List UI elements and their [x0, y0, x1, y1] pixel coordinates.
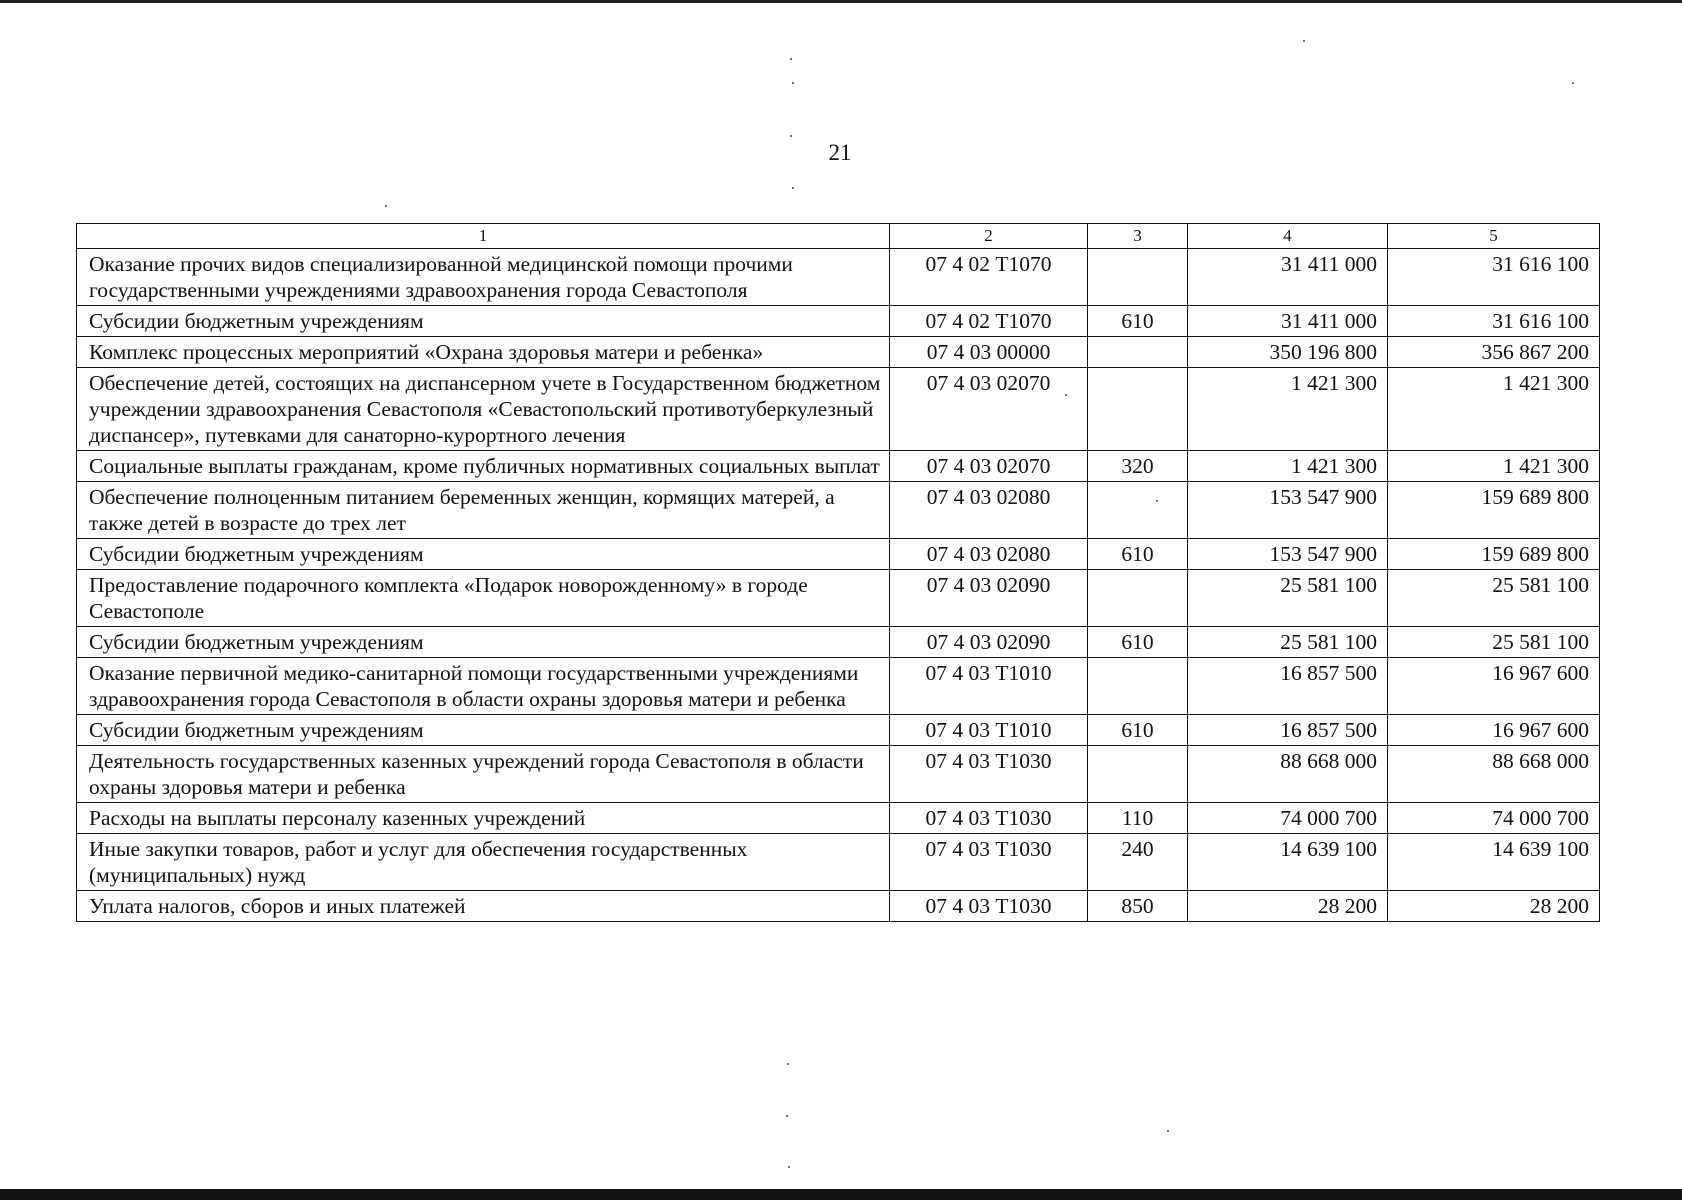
- expense-type-cell: 610: [1088, 306, 1188, 337]
- scan-speck: [385, 205, 387, 207]
- expense-type-cell: 610: [1088, 627, 1188, 658]
- table-row: [77, 746, 1600, 803]
- scan-edge-top: [0, 0, 1682, 3]
- table-row: [77, 368, 1600, 451]
- table-row: [77, 658, 1600, 715]
- target-code-cell: 07 4 03 Т1010: [890, 715, 1088, 746]
- expense-name-cell: Субсидии бюджетным учреждениям: [77, 715, 890, 746]
- expense-name-cell: Предоставление подарочного комплекта «Подарок новорожденному» в городе Севастополе: [77, 570, 890, 627]
- scan-speck: [786, 1115, 788, 1117]
- scan-speck: [790, 135, 792, 137]
- table-row: [77, 715, 1600, 746]
- expense-type-cell: 240: [1088, 834, 1188, 891]
- table-row: [77, 451, 1600, 482]
- expense-name-cell: Субсидии бюджетным учреждениям: [77, 627, 890, 658]
- target-code-cell: 07 4 03 02090: [890, 627, 1088, 658]
- target-code-cell: 07 4 03 Т1030: [890, 891, 1088, 922]
- amount-year2-cell: 14 639 100: [1388, 834, 1600, 891]
- expense-type-cell: [1088, 337, 1188, 368]
- amount-year2-cell: 159 689 800: [1388, 482, 1600, 539]
- scan-speck: [1572, 82, 1574, 84]
- header-cell-4: 4: [1188, 224, 1388, 249]
- amount-year2-cell: 25 581 100: [1388, 627, 1600, 658]
- table-row: [77, 337, 1600, 368]
- target-code-cell: 07 4 03 Т1030: [890, 803, 1088, 834]
- table-row: [77, 570, 1600, 627]
- expense-name-cell: Иные закупки товаров, работ и услуг для обеспечения государственных (муниципальных) нужд: [77, 834, 890, 891]
- amount-year1-cell: 153 547 900: [1188, 539, 1388, 570]
- header-cell-5: 5: [1388, 224, 1600, 249]
- amount-year2-cell: 31 616 100: [1388, 306, 1600, 337]
- expense-type-cell: 320: [1088, 451, 1188, 482]
- page-number: 21: [828, 140, 852, 165]
- amount-year1-cell: 153 547 900: [1188, 482, 1388, 539]
- scan-speck: [1303, 40, 1305, 42]
- expense-name-cell: Оказание первичной медико-санитарной помощи государственными учреждениями здравоохранения города Севастополя в области охраны здоровья матери и ребенка: [77, 658, 890, 715]
- expense-type-cell: [1088, 249, 1188, 306]
- budget-table: [76, 223, 1600, 922]
- target-code-cell: 07 4 03 00000: [890, 337, 1088, 368]
- expense-name-cell: Расходы на выплаты персоналу казенных учреждений: [77, 803, 890, 834]
- expense-type-cell: 850: [1088, 891, 1188, 922]
- table-row: [77, 539, 1600, 570]
- scan-speck: [1156, 500, 1158, 502]
- target-code-cell: 07 4 03 02080: [890, 539, 1088, 570]
- expense-type-cell: 610: [1088, 715, 1188, 746]
- amount-year1-cell: 74 000 700: [1188, 803, 1388, 834]
- expense-name-cell: Обеспечение полноценным питанием беременных женщин, кормящих матерей, а также детей в возрасте до трех лет: [77, 482, 890, 539]
- expense-type-cell: 610: [1088, 539, 1188, 570]
- target-code-cell: 07 4 03 02070: [890, 368, 1088, 451]
- expense-type-cell: [1088, 482, 1188, 539]
- amount-year1-cell: 350 196 800: [1188, 337, 1388, 368]
- scan-edge-bottom: [0, 1189, 1682, 1200]
- amount-year1-cell: 16 857 500: [1188, 715, 1388, 746]
- amount-year2-cell: 28 200: [1388, 891, 1600, 922]
- scan-speck: [1065, 394, 1067, 396]
- expense-name-cell: Социальные выплаты гражданам, кроме публичных нормативных социальных выплат: [77, 451, 890, 482]
- amount-year2-cell: 16 967 600: [1388, 715, 1600, 746]
- amount-year1-cell: 28 200: [1188, 891, 1388, 922]
- target-code-cell: 07 4 03 02070: [890, 451, 1088, 482]
- table-row: [77, 249, 1600, 306]
- header-cell-2: 2: [890, 224, 1088, 249]
- table-row: [77, 482, 1600, 539]
- scan-speck: [792, 187, 794, 189]
- header-cell-1: 1: [77, 224, 890, 249]
- amount-year1-cell: 25 581 100: [1188, 627, 1388, 658]
- amount-year1-cell: 14 639 100: [1188, 834, 1388, 891]
- table-row: [77, 306, 1600, 337]
- target-code-cell: 07 4 02 Т1070: [890, 249, 1088, 306]
- target-code-cell: 07 4 03 Т1030: [890, 746, 1088, 803]
- scan-speck: [787, 1063, 789, 1065]
- amount-year2-cell: 159 689 800: [1388, 539, 1600, 570]
- target-code-cell: 07 4 03 Т1030: [890, 834, 1088, 891]
- target-code-cell: 07 4 03 Т1010: [890, 658, 1088, 715]
- amount-year1-cell: 31 411 000: [1188, 306, 1388, 337]
- table-row: [77, 891, 1600, 922]
- amount-year1-cell: 1 421 300: [1188, 451, 1388, 482]
- expense-name-cell: Оказание прочих видов специализированной медицинской помощи прочими государственными учреждениями здравоохранения города Севастополя: [77, 249, 890, 306]
- table-row: [77, 834, 1600, 891]
- amount-year1-cell: 25 581 100: [1188, 570, 1388, 627]
- amount-year2-cell: 356 867 200: [1388, 337, 1600, 368]
- table-header-row: [77, 224, 1600, 249]
- expense-name-cell: Деятельность государственных казенных учреждений города Севастополя в области охраны здоровья матери и ребенка: [77, 746, 890, 803]
- amount-year2-cell: 88 668 000: [1388, 746, 1600, 803]
- expense-type-cell: [1088, 658, 1188, 715]
- expense-name-cell: Субсидии бюджетным учреждениям: [77, 306, 890, 337]
- expense-type-cell: [1088, 570, 1188, 627]
- amount-year2-cell: 16 967 600: [1388, 658, 1600, 715]
- scan-speck: [790, 58, 792, 60]
- target-code-cell: 07 4 03 02080: [890, 482, 1088, 539]
- expense-type-cell: [1088, 746, 1188, 803]
- expense-name-cell: Уплата налогов, сборов и иных платежей: [77, 891, 890, 922]
- scan-speck: [788, 1166, 790, 1168]
- expense-type-cell: [1088, 368, 1188, 451]
- expense-name-cell: Субсидии бюджетным учреждениям: [77, 539, 890, 570]
- amount-year1-cell: 1 421 300: [1188, 368, 1388, 451]
- header-cell-3: 3: [1088, 224, 1188, 249]
- amount-year1-cell: 88 668 000: [1188, 746, 1388, 803]
- scan-speck: [1167, 1130, 1169, 1132]
- amount-year2-cell: 1 421 300: [1388, 368, 1600, 451]
- table-row: [77, 627, 1600, 658]
- target-code-cell: 07 4 02 Т1070: [890, 306, 1088, 337]
- amount-year2-cell: 25 581 100: [1388, 570, 1600, 627]
- expense-type-cell: 110: [1088, 803, 1188, 834]
- expense-name-cell: Обеспечение детей, состоящих на диспансерном учете в Государственном бюджетном учреждении здравоохранения Севастополя «Севастопольский противотуберкулезный диспансер», путевками для санаторно-курортного лечения: [77, 368, 890, 451]
- expense-name-cell: Комплекс процессных мероприятий «Охрана здоровья матери и ребенка»: [77, 337, 890, 368]
- target-code-cell: 07 4 03 02090: [890, 570, 1088, 627]
- budget-table-body: [77, 224, 1600, 922]
- scan-speck: [792, 82, 794, 84]
- amount-year2-cell: 1 421 300: [1388, 451, 1600, 482]
- amount-year1-cell: 16 857 500: [1188, 658, 1388, 715]
- amount-year1-cell: 31 411 000: [1188, 249, 1388, 306]
- amount-year2-cell: 31 616 100: [1388, 249, 1600, 306]
- table-row: [77, 803, 1600, 834]
- amount-year2-cell: 74 000 700: [1388, 803, 1600, 834]
